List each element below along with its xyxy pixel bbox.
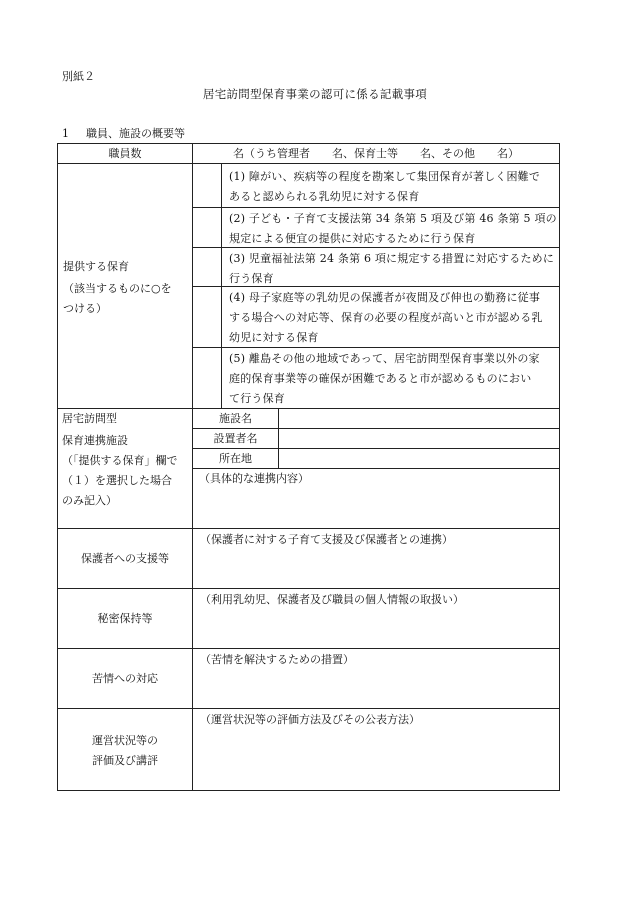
- facility-form-table: [57, 143, 560, 791]
- service-item-5-text: (5) 離島その他の地域であって、居宅訪問型保育事業以外の家 庭的保育事業等の確保が困難であると市が認めるものにおい て行う保育: [229, 352, 540, 405]
- facility-name-label-cell: [192, 408, 279, 429]
- guardian-support-label-cell: [57, 528, 193, 589]
- facility-name-field[interactable]: [278, 408, 560, 429]
- guardian-support-label: 保護者への支援等: [81, 552, 169, 565]
- staff-label: 職員数: [108, 147, 142, 160]
- service-item-2-text: (2) 子ども・子育て支援法第 34 条第 5 項及び第 46 条第 5 項の 規定による便宜の提供に対応するために行う保育: [229, 212, 557, 245]
- services-label-line3: つける）: [63, 302, 107, 315]
- attachment-label: 別紙２: [62, 70, 95, 83]
- guardian-support-field[interactable]: [192, 528, 560, 589]
- confidentiality-hint: （利用乳幼児、保護者及び職員の個人情報の取扱い）: [200, 593, 464, 606]
- service-item-4: [221, 286, 560, 348]
- service-item-4-text: (4) 母子家庭等の乳幼児の保護者が夜間及び伸也の勤務に従事 する場合への対応等、保育の必要の程度が高いと市が認める乳 幼児に対する保育: [229, 291, 543, 344]
- location-field[interactable]: [278, 448, 560, 469]
- services-label-cell: [57, 163, 193, 409]
- evaluation-label-line2: 評価及び講評: [92, 754, 158, 767]
- confidentiality-label-cell: [57, 588, 193, 649]
- partner-label-line5: のみ記入）: [62, 494, 117, 507]
- service-1-mark-cell[interactable]: [192, 163, 222, 208]
- facility-name-label: 施設名: [219, 412, 252, 425]
- service-3-mark-cell[interactable]: [192, 247, 222, 287]
- section-number: 1: [62, 127, 69, 140]
- establisher-field[interactable]: [278, 428, 560, 449]
- establisher-label-cell: [192, 428, 279, 449]
- service-item-2: [221, 207, 560, 248]
- service-item-3: [221, 247, 560, 287]
- partner-label-cell: [57, 408, 193, 529]
- service-item-5: [221, 347, 560, 409]
- evaluation-field[interactable]: [192, 708, 560, 791]
- service-item-1: [221, 163, 560, 208]
- partner-details-field[interactable]: [192, 468, 560, 529]
- services-label-line1: 提供する保育: [63, 260, 129, 273]
- complaints-label: 苦情への対応: [92, 672, 158, 685]
- service-item-3-text: (3) 児童福祉法第 24 条第 6 項に規定する措置に対応するために 行う保育: [229, 252, 555, 285]
- complaints-field[interactable]: [192, 648, 560, 709]
- confidentiality-field[interactable]: [192, 588, 560, 649]
- evaluation-label-cell: [57, 708, 193, 791]
- partner-details-hint: （具体的な連携内容）: [199, 472, 309, 485]
- confidentiality-label: 秘密保持等: [97, 612, 153, 625]
- establisher-label: 設置者名: [213, 432, 258, 445]
- staff-label-cell: [57, 143, 193, 164]
- services-label-line2: （該当するものに○を: [63, 282, 172, 295]
- staff-count-text: 名（うち管理者 名、保育士等 名、その他 名）: [233, 147, 519, 160]
- page-title: 居宅訪問型保育事業の認可に係る記載事項: [202, 87, 428, 101]
- partner-label-line4: （１）を選択した場合: [62, 474, 172, 487]
- section-heading: [62, 125, 185, 141]
- partner-label-line2: 保育連携施設: [62, 434, 128, 447]
- partner-label-line3: （「提供する保育」欄で: [62, 454, 178, 467]
- location-label-cell: [192, 448, 279, 469]
- service-4-mark-cell[interactable]: [192, 286, 222, 348]
- location-label: 所在地: [219, 452, 252, 465]
- service-5-mark-cell[interactable]: [192, 347, 222, 409]
- partner-label-line1: 居宅訪問型: [62, 412, 117, 425]
- staff-count-field[interactable]: [192, 143, 560, 164]
- service-2-mark-cell[interactable]: [192, 207, 222, 248]
- evaluation-hint: （運営状況等の評価方法及びその公表方法）: [200, 713, 420, 726]
- guardian-support-hint: （保護者に対する子育て支援及び保護者との連携）: [200, 533, 453, 546]
- complaints-label-cell: [57, 648, 193, 709]
- section-title: 職員、施設の概要等: [86, 127, 185, 140]
- evaluation-label-line1: 運営状況等の: [92, 734, 158, 747]
- service-item-1-text: (1) 障がい、疾病等の程度を勘案して集団保育が著しく困難で あると認められる乳幼児に対する保育: [229, 170, 541, 203]
- complaints-hint: （苦情を解決するための措置）: [200, 653, 354, 666]
